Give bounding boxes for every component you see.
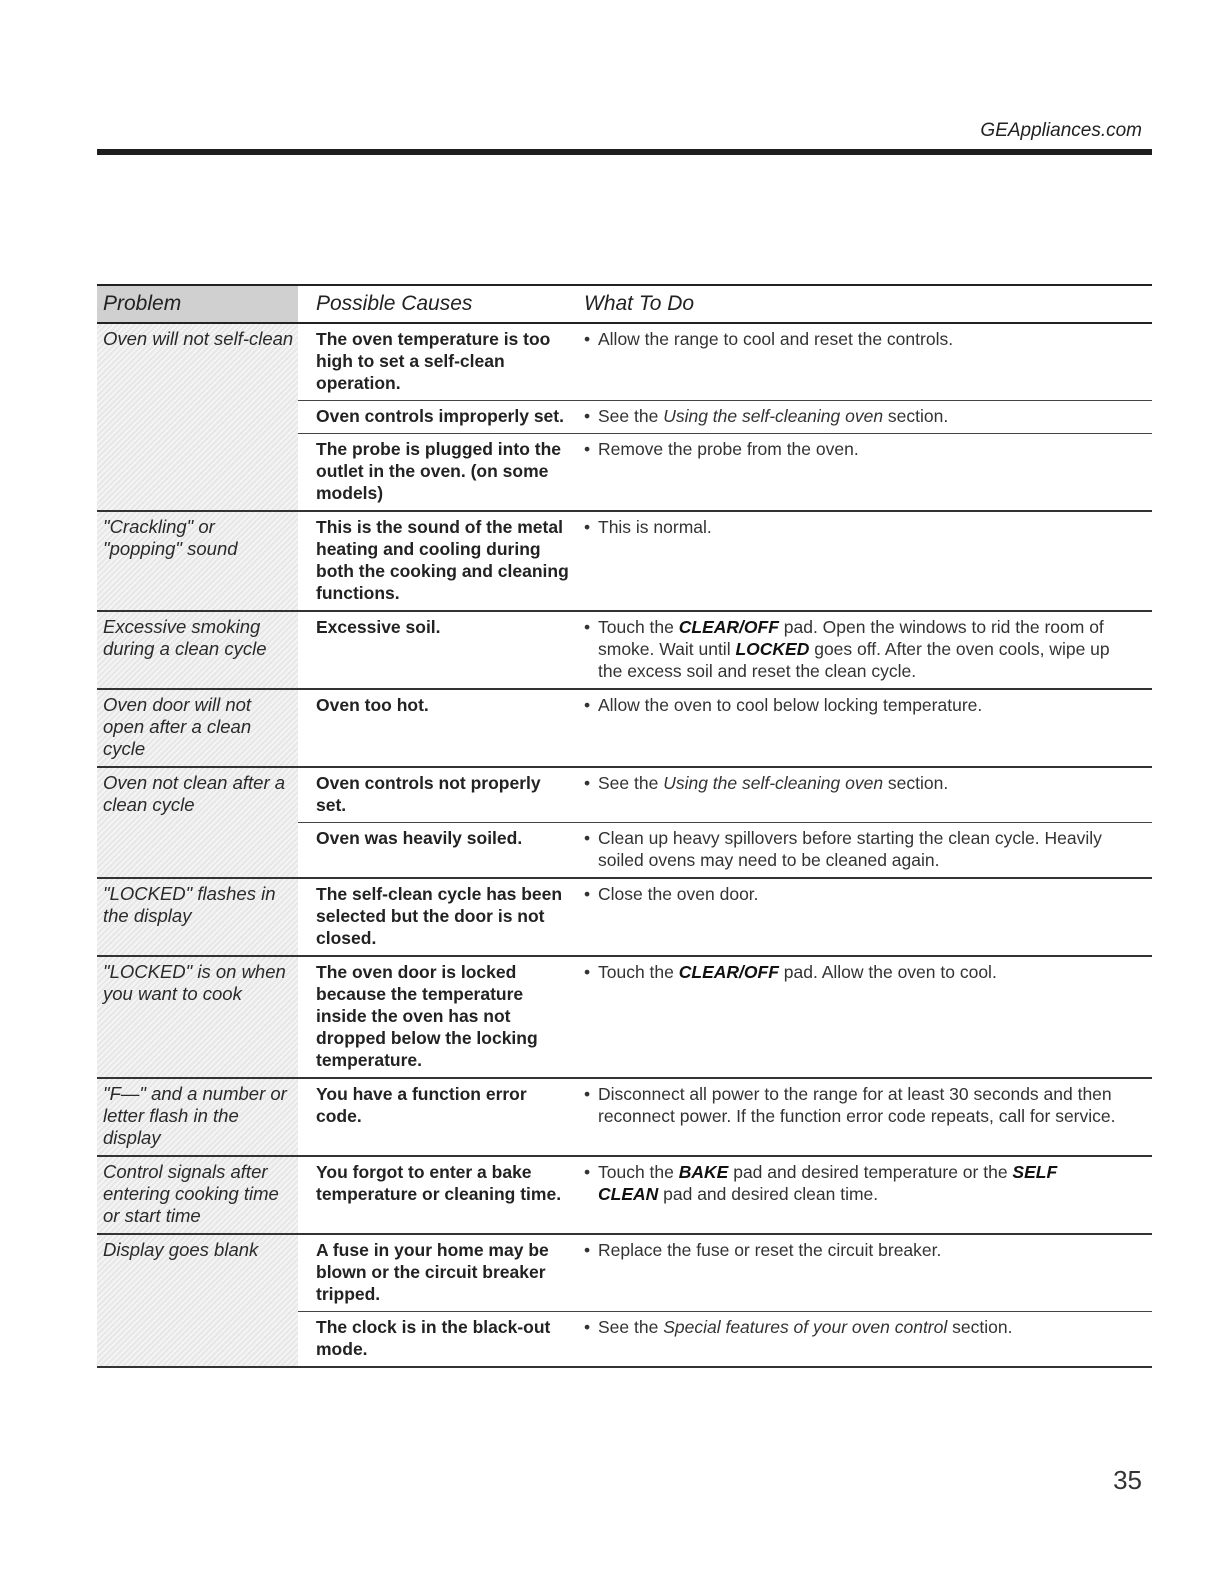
cause-rows bbox=[298, 879, 1152, 955]
problem-group bbox=[97, 512, 1152, 612]
cause-rows bbox=[298, 957, 1152, 1077]
bullet-icon: • bbox=[584, 884, 591, 904]
bullet-icon: • bbox=[584, 617, 591, 637]
problem-label: Oven door will not open after a clean cycle bbox=[97, 690, 298, 766]
what-to-do bbox=[572, 405, 1152, 427]
action-text bbox=[598, 616, 1122, 682]
bullet-icon: • bbox=[584, 828, 591, 848]
bullet-icon: • bbox=[584, 1317, 591, 1337]
action-text bbox=[598, 1161, 1122, 1205]
action-text-segment: pad. Open the windows to rid the room of smoke. Wait until bbox=[598, 617, 1104, 659]
action-text-segment: Touch the bbox=[598, 617, 679, 637]
what-to-do bbox=[572, 1083, 1152, 1127]
section-reference: Special features of your oven control bbox=[663, 1317, 948, 1337]
bullet-icon: • bbox=[584, 1084, 591, 1104]
action-text-segment: See the bbox=[598, 1317, 664, 1337]
what-to-do bbox=[572, 1239, 1152, 1305]
bullet-icon: • bbox=[584, 517, 591, 537]
action-text bbox=[598, 772, 948, 816]
bullet-icon: • bbox=[584, 329, 591, 349]
what-to-do bbox=[572, 827, 1152, 871]
control-pad-name: CLEAR/OFF bbox=[678, 962, 779, 982]
problem-label: "LOCKED" is on when you want to cook bbox=[97, 957, 298, 1077]
control-pad-name: BAKE bbox=[678, 1162, 729, 1182]
table-row bbox=[298, 690, 1152, 722]
action-text bbox=[598, 516, 712, 604]
bullet-icon: • bbox=[584, 773, 591, 793]
bullet-icon: • bbox=[584, 695, 591, 715]
cause-rows bbox=[298, 324, 1152, 510]
action-text-segment: Disconnect all power to the range for at least 30 seconds and then reconnect power. If the function error code repeats, call for service. bbox=[598, 1084, 1116, 1126]
cause-rows bbox=[298, 512, 1152, 610]
action-text-segment: Close the oven door. bbox=[598, 884, 759, 904]
bullet-icon: • bbox=[584, 1240, 591, 1260]
action-text-segment: See the bbox=[598, 773, 664, 793]
section-reference: Using the self-cleaning oven bbox=[663, 406, 884, 426]
what-to-do bbox=[572, 1316, 1152, 1360]
possible-cause: The probe is plugged into the outlet in the oven. (on some models) bbox=[316, 439, 561, 503]
problem-label: Display goes blank bbox=[97, 1235, 298, 1366]
problem-label: "F—" and a number or letter flash in the display bbox=[97, 1079, 298, 1155]
action-text bbox=[598, 405, 948, 427]
troubleshooting-table bbox=[97, 284, 1152, 1368]
what-to-do bbox=[572, 328, 1152, 394]
what-to-do bbox=[572, 1161, 1152, 1205]
table-row bbox=[298, 400, 1152, 433]
problem-group bbox=[97, 1079, 1152, 1157]
action-text-segment: Remove the probe from the oven. bbox=[598, 439, 859, 459]
action-text bbox=[598, 1316, 1012, 1360]
cause-rows bbox=[298, 690, 1152, 766]
possible-cause: The self-clean cycle has been selected but the door is not closed. bbox=[316, 884, 563, 948]
header-rule bbox=[97, 149, 1152, 155]
action-text bbox=[598, 1083, 1122, 1127]
table-row bbox=[298, 433, 1152, 510]
what-to-do bbox=[572, 961, 1152, 1071]
problem-group bbox=[97, 612, 1152, 690]
table-row bbox=[298, 957, 1152, 1077]
problem-label: Oven not clean after a clean cycle bbox=[97, 768, 298, 877]
action-text bbox=[598, 827, 1122, 871]
cause-rows bbox=[298, 612, 1152, 688]
table-header bbox=[97, 284, 1152, 324]
possible-cause: The oven temperature is too high to set a self-clean operation. bbox=[316, 329, 551, 393]
header-possible-causes: Possible Causes bbox=[316, 292, 473, 315]
action-text-segment: Touch the bbox=[598, 1162, 679, 1182]
problem-group bbox=[97, 768, 1152, 879]
action-text bbox=[598, 438, 859, 504]
action-text-segment: section. bbox=[883, 406, 949, 426]
table-row bbox=[298, 512, 1152, 610]
possible-cause: Oven controls not properly set. bbox=[316, 773, 541, 815]
cause-rows bbox=[298, 1079, 1152, 1155]
action-text-segment: See the bbox=[598, 406, 664, 426]
possible-cause: Oven controls improperly set. bbox=[316, 406, 564, 426]
table-row bbox=[298, 822, 1152, 877]
cause-rows bbox=[298, 1157, 1152, 1233]
possible-cause: Oven was heavily soiled. bbox=[316, 828, 523, 848]
possible-cause: A fuse in your home may be blown or the circuit breaker tripped. bbox=[316, 1240, 549, 1304]
page-number: 35 bbox=[1113, 1465, 1142, 1495]
table-row bbox=[298, 1157, 1152, 1211]
header-problem: Problem bbox=[97, 286, 298, 322]
problem-label: "LOCKED" flashes in the display bbox=[97, 879, 298, 955]
possible-cause: You forgot to enter a bake temperature or cleaning time. bbox=[316, 1162, 562, 1204]
what-to-do bbox=[572, 883, 1152, 949]
table-row bbox=[298, 612, 1152, 688]
what-to-do bbox=[572, 772, 1152, 816]
table-row bbox=[298, 324, 1152, 400]
table-row bbox=[298, 1235, 1152, 1311]
what-to-do bbox=[572, 694, 1152, 716]
action-text-segment: Clean up heavy spillovers before starting the clean cycle. Heavily soiled ovens may need to be cleaned again. bbox=[598, 828, 1102, 870]
problem-group bbox=[97, 1157, 1152, 1235]
possible-cause: Oven too hot. bbox=[316, 695, 429, 715]
action-text-segment: Touch the bbox=[598, 962, 679, 982]
possible-cause: The oven door is locked because the temperature inside the oven has not dropped below the locking temperature. bbox=[316, 962, 538, 1070]
cause-rows bbox=[298, 1235, 1152, 1366]
problem-label: Oven will not self-clean bbox=[97, 324, 298, 510]
website-url: GEAppliances.com bbox=[980, 120, 1142, 141]
action-text bbox=[598, 961, 997, 1071]
possible-cause: Excessive soil. bbox=[316, 617, 441, 637]
bullet-icon: • bbox=[584, 406, 591, 426]
action-text bbox=[598, 1239, 941, 1305]
table-row bbox=[298, 1079, 1152, 1133]
action-text-segment: Allow the oven to cool below locking temperature. bbox=[598, 695, 983, 715]
section-reference: Using the self-cleaning oven bbox=[663, 773, 884, 793]
action-text-segment: Allow the range to cool and reset the controls. bbox=[598, 329, 954, 349]
problem-group bbox=[97, 324, 1152, 512]
action-text bbox=[598, 694, 982, 716]
action-text-segment: This is normal. bbox=[598, 517, 712, 537]
problem-label: Control signals after entering cooking time or start time bbox=[97, 1157, 298, 1233]
action-text-segment: pad and desired temperature or the bbox=[728, 1162, 1013, 1182]
problem-group bbox=[97, 690, 1152, 768]
possible-cause: The clock is in the black-out mode. bbox=[316, 1317, 551, 1359]
possible-cause: This is the sound of the metal heating and cooling during both the cooking and cleaning functions. bbox=[316, 517, 569, 603]
action-text-segment: Replace the fuse or reset the circuit breaker. bbox=[598, 1240, 942, 1260]
bullet-icon: • bbox=[584, 962, 591, 982]
action-text-segment: section. bbox=[947, 1317, 1013, 1337]
what-to-do bbox=[572, 516, 1152, 604]
action-text-segment: pad. Allow the oven to cool. bbox=[778, 962, 997, 982]
problem-group bbox=[97, 957, 1152, 1079]
what-to-do bbox=[572, 438, 1152, 504]
table-row bbox=[298, 1311, 1152, 1366]
action-text-segment: section. bbox=[883, 773, 949, 793]
control-pad-name: SELF CLEAN bbox=[598, 1162, 1058, 1204]
control-pad-name: CLEAR/OFF bbox=[678, 617, 779, 637]
bullet-icon: • bbox=[584, 1162, 591, 1182]
table-row bbox=[298, 879, 1152, 955]
what-to-do bbox=[572, 616, 1152, 682]
bullet-icon: • bbox=[584, 439, 591, 459]
problem-group bbox=[97, 879, 1152, 957]
problem-group bbox=[97, 1235, 1152, 1368]
table-row bbox=[298, 768, 1152, 822]
action-text-segment: goes off. After the oven cools, wipe up the excess soil and reset the clean cycle. bbox=[598, 639, 1110, 681]
cause-rows bbox=[298, 768, 1152, 877]
action-text bbox=[598, 883, 759, 949]
action-text-segment: pad and desired clean time. bbox=[658, 1184, 879, 1204]
control-pad-name: LOCKED bbox=[735, 639, 810, 659]
action-text bbox=[598, 328, 953, 394]
possible-cause: You have a function error code. bbox=[316, 1084, 527, 1126]
table-body bbox=[97, 324, 1152, 1368]
header-what-to-do: What To Do bbox=[584, 292, 695, 315]
problem-label: Excessive smoking during a clean cycle bbox=[97, 612, 298, 688]
problem-label: "Crackling" or "popping" sound bbox=[97, 512, 298, 610]
